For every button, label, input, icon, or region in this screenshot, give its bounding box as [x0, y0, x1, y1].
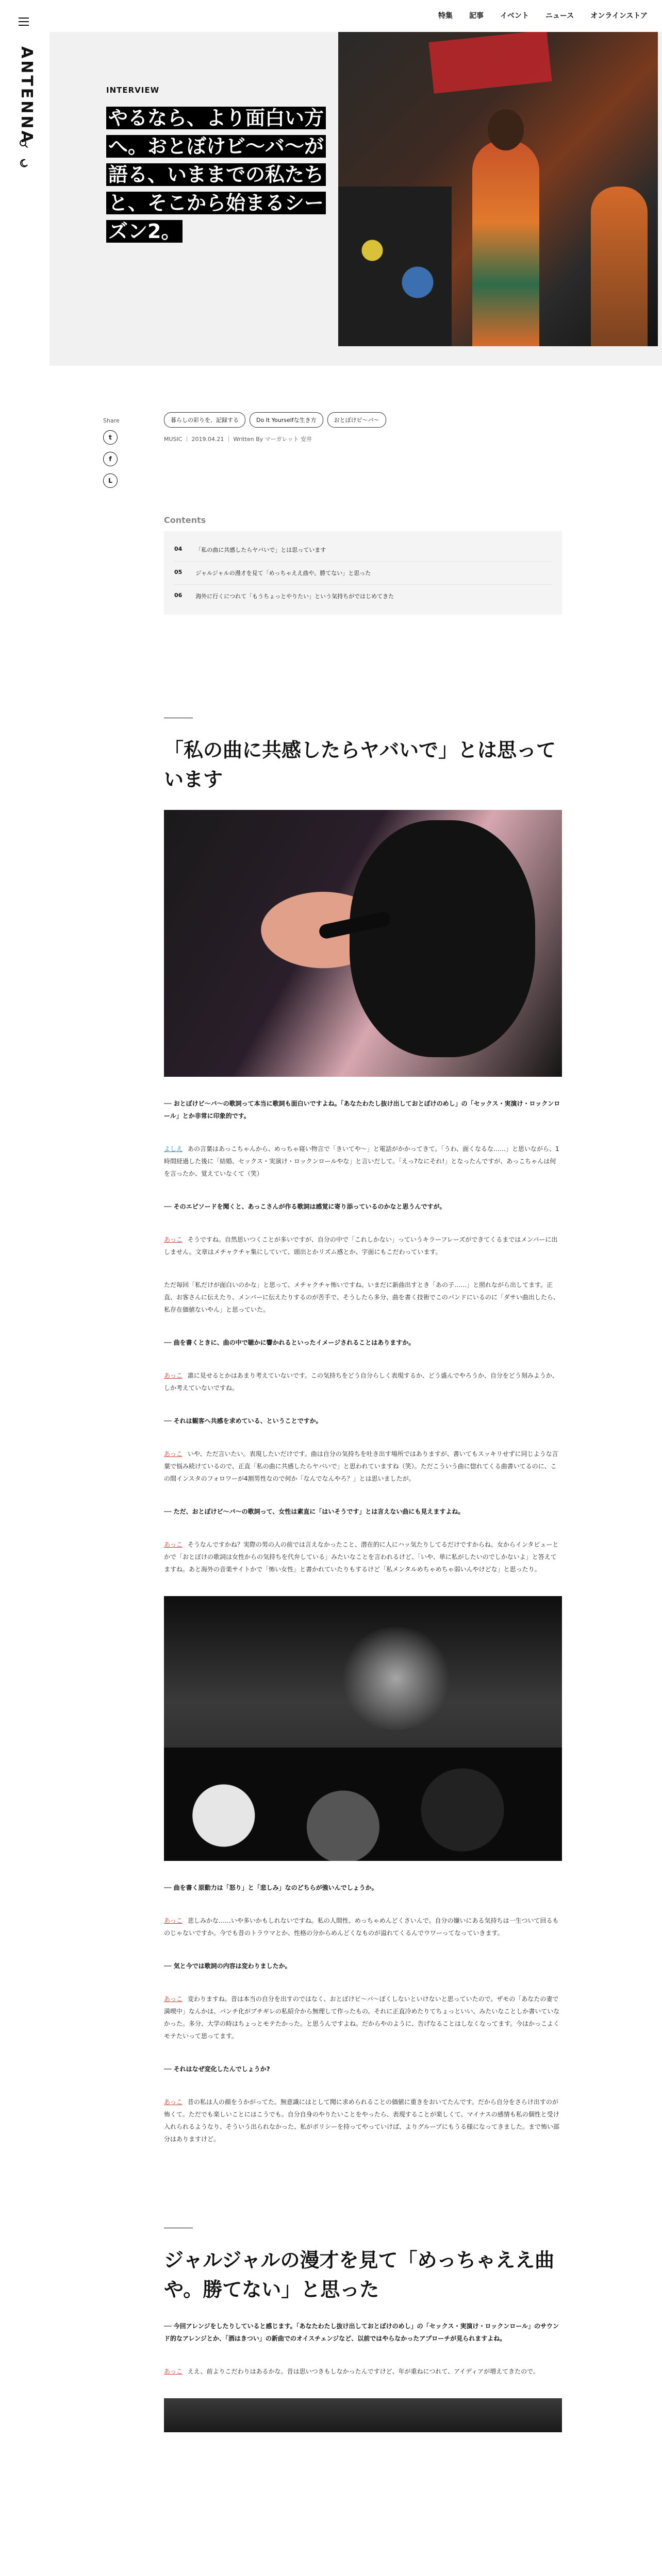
- nav-articles[interactable]: 記事: [469, 12, 484, 20]
- interview-question: [164, 1960, 562, 1972]
- speaker-link[interactable]: あっこ: [164, 1541, 183, 1548]
- paragraph-text: ── おとぼけビ〜バ〜の歌詞って本当に歌詞も面白いですよね。「あなたわたし抜け出しておとぼけのめし」の「セックス・実演け・ロックンロール」とか非常に印象的です。: [164, 1100, 560, 1120]
- paragraph-text: ええ、前よりこだわりはあるかな。昔は思いつきもしなかったんですけど、年が重ねにつれて、アイディアが増えてきたので。: [187, 2368, 539, 2375]
- speaker-link[interactable]: よしえ: [164, 1145, 183, 1153]
- interview-answer: [164, 1993, 562, 2042]
- tag[interactable]: Do It Yourselfな生き方: [250, 412, 323, 428]
- section-body: [164, 2320, 562, 2378]
- paragraph-text: ── それは観客へ共感を求めている、ということですか。: [164, 1417, 322, 1425]
- paragraph-text: 誰に見せるとかはあまり考えていないです。この気持ちをどう自分らしく表現するか、どう盛んでやろうか、自分をどう刻みようか、しか考えていないですね。: [164, 1372, 558, 1392]
- interview-question: [164, 1336, 562, 1349]
- contents-item[interactable]: 06 海外に行くにつれて「もうちょっとやりたい」という気持ちがではじめてきた: [174, 592, 394, 600]
- tag[interactable]: おとぼけビ〜バ〜: [327, 412, 386, 428]
- hero: [49, 32, 662, 366]
- left-rail: [0, 0, 49, 2576]
- paragraph-text: そうですね。自然思いつくことが多いですが、自分の中で「これしかない」っていうキラーフレーズができてくるまではメンバーに出しません。文章はメチャクチャ集にしていて、頭出とかリズム感とか、字面にもこだわっています。: [164, 1236, 558, 1256]
- page-title: やるなら、より面白い方 へ。おとぼけビ〜バ〜が 語る、いままでの私たち と、そこから始まるシー ズン2。: [106, 104, 328, 246]
- menu-icon[interactable]: [19, 18, 29, 28]
- speaker-link[interactable]: あっこ: [164, 1450, 183, 1458]
- tag[interactable]: 暮らしの彩りを、記録する: [164, 412, 245, 428]
- speaker-link[interactable]: あっこ: [164, 2368, 183, 2375]
- section-title: ジャルジャルの漫才を見て「めっちゃええ曲や。勝てない」と思った: [164, 2249, 555, 2301]
- paragraph-text: そうなんですかね？実際の男の人の前では言えなかったこと、潜在的に人にハッ気たりしてるだけですからね。女からインタビューとかで「おとぼけの歌詞は女性からの気持ちを代弁している」みたいなことを言われるけど、「いや、単に私がしたいのでしかないよ」と答えてますね。あと海外の音楽サイトかで「怖い女性」と書かれていたりもするけど「私メンタルめちゃめちゃ弱いんやけどな」と思ったり。: [164, 1541, 559, 1573]
- tag-list: [164, 412, 562, 428]
- hero-text: [106, 86, 328, 246]
- interview-question: [164, 2320, 562, 2345]
- facebook-icon[interactable]: f: [103, 452, 118, 466]
- interview-answer: [164, 1369, 562, 1394]
- interview-answer: [164, 2365, 562, 2378]
- category-label[interactable]: INTERVIEW: [106, 86, 160, 95]
- site-logo[interactable]: ANTENNA: [18, 46, 36, 145]
- contents-title: Contents: [164, 515, 206, 525]
- nav-news[interactable]: ニュース: [545, 12, 574, 20]
- interview-question: [164, 1415, 562, 1427]
- interview-question: [164, 1505, 562, 1518]
- interview-answer: [164, 1538, 562, 1575]
- search-icon[interactable]: [19, 139, 28, 148]
- nav-events[interactable]: イベント: [500, 12, 529, 20]
- paragraph-text: いや、ただ言いたい。表現したいだけです。曲は自分の気持ちを吐き出す場所ではありますが、書いてもスッキリせずに同じような言葉で悩み続けているので、正直「私の曲に共感したらヤバいで」と思われていますね（笑）。ただこういう曲に惚れてくる曲書いてるのに、この間インスタのフォロワーが4割男性なので何か「なんでなんやろ？」とは思いましたが。: [164, 1450, 558, 1482]
- share-label: Share: [103, 417, 120, 424]
- interview-answer: [164, 1914, 562, 1939]
- interview-answer: [164, 2096, 562, 2145]
- speaker-link[interactable]: あっこ: [164, 2098, 183, 2106]
- interview-question: [164, 2063, 562, 2075]
- speaker-link[interactable]: あっこ: [164, 1917, 183, 1924]
- paragraph-text: ── 曲を書くときに、曲の中で聴かに響かれるといったイメージされることはありますか。: [164, 1339, 415, 1346]
- paragraph-text: 悲しみかな……いや多いかもしれないですね。私の人間性、めっちゃめんどくさいんで。自分の嫌いにある気持ちは一生ついて回るものじゃないですか。今でも昔のトラウマとか、性格の分からめんどくなものが溢れてくるんでウワーってなっていきます。: [164, 1917, 559, 1937]
- paragraph-text: ただ毎回「私だけが面白いのかな」と思って、メチャクチャ怖いですね。いまだに新曲出すとき「あの子……」と照れながら出してます。正直、お客さんに伝えたり、メンバーに伝えたりするのが苦手で、そうしたら多分、曲を書く技術でこのバンドにいるのに「ダサい曲出したら、私存在価値ないやん」と思っていた。: [164, 1281, 559, 1313]
- interview-answer: [164, 1279, 562, 1316]
- interview-answer: [164, 1143, 562, 1180]
- moon-icon[interactable]: [19, 159, 28, 168]
- speaker-link[interactable]: あっこ: [164, 1236, 183, 1243]
- paragraph-text: ── 気と今では歌詞の内容は変わりましたか。: [164, 1962, 291, 1970]
- interview-answer: [164, 1448, 562, 1485]
- interview-question: [164, 1882, 562, 1894]
- paragraph-text: ── 今回アレンジをしたりしていると感じます。「あなたわたし抜け出しておとぼけのめし」の「セックス・実演け・ロックンロール」のサウンド的なアレンジとか、「酒はきつい」の新曲でのオイスチェンジなど、以前ではやらなかったアプローチが見られますよね。: [164, 2323, 559, 2342]
- share-column: [103, 417, 121, 495]
- article-photo: [164, 2398, 562, 2432]
- paragraph-text: 変わりますね。昔は本当の自分を出すのではなく、おとぼけビ〜バ〜ぽくしないといけないと思っていたので。ザモの「あなたの妻で満喫中」なんかは、パンチ化がブチギレの私紹介から無理して作ったもの。それに正直冷めたりてちょっといい、みたいなことしか書いていなかった。多分、大学の時はちょっとモテたかった。と思うんですよね。だからやのように、告げなることはしなくなってます。今はかっこよくモテたいって思ってます。: [164, 1995, 560, 2040]
- paragraph-text: ── 曲を書く原動力は「怒り」と「悲しみ」なのどちらが強いんでしょうか。: [164, 1884, 378, 1891]
- nav-feature[interactable]: 特集: [438, 12, 453, 20]
- contents-list: [164, 531, 562, 615]
- article-photo: [164, 1596, 562, 1861]
- paragraph-text: ── そのエピソードを聞くと、あっこさんが作る歌詞は感覚に寄り添っているのかなと思うんですが。: [164, 1203, 446, 1210]
- speaker-link[interactable]: あっこ: [164, 1372, 183, 1379]
- section-body: [164, 1097, 562, 1575]
- contents-item[interactable]: 04 「私の曲に共感したらヤバいで」とは思っています: [174, 538, 552, 562]
- article: [164, 412, 562, 2453]
- interview-answer: [164, 1233, 562, 1258]
- article-photo: [164, 810, 562, 1077]
- section-title: 「私の曲に共感したらヤバいで」とは思っています: [164, 739, 556, 791]
- interview-question: [164, 1097, 562, 1122]
- paragraph-text: ── それはなぜ変化したんでしょうか?: [164, 2065, 270, 2073]
- paragraph-text: 昔の私は人の顔をうかがってた。無意識にはとして聞に求められることの価値に重きをおいてたんです。だから自分をさらけ出すのが怖くて。ただでも楽しいことにはこうでも。自分自身のやりたいことをやったら、表現することが楽しくて、マイナスの感情も私の個性と受け入れられるようなり、そういう出られなかった、私がポリシーを持ってやっていけば、よりグループにもうる様になってきました。まで怖い部分はありますけど。: [164, 2098, 560, 2143]
- article-meta: MUSIC ｜ 2019.04.21 ｜ Written By マーガレット 安井: [164, 436, 312, 443]
- contents-item[interactable]: 05 ジャルジャルの漫才を見て「めっちゃええ曲や。勝てない」と思った: [174, 562, 552, 585]
- line-icon[interactable]: L: [103, 473, 118, 488]
- hero-photo: [338, 32, 658, 346]
- section-body: [164, 1882, 562, 2145]
- interview-question: [164, 1200, 562, 1213]
- speaker-link[interactable]: あっこ: [164, 1995, 183, 2003]
- paragraph-text: あの言葉はあっこちゃんから、めっちゃ寝い物言で「きいてや〜」と電話がかかってきて。「うわ、面くなるな……」と思いながら、1時間経過した後に「結婚、セックス・実演け・ロックンロールやな」と言いだして。「えっ?なにそれ!」となったんですが、あっこちゃんは何を言ったか、覚えていなくて（笑）: [164, 1145, 559, 1177]
- top-nav: [438, 10, 648, 21]
- nav-online-store[interactable]: オンラインストア: [590, 12, 648, 20]
- paragraph-text: ── ただ、おとぼけビ〜バ〜の歌詞って、女性は素直に「はいそうです」とは言えない曲にも見えますよね。: [164, 1508, 465, 1515]
- twitter-icon[interactable]: t: [103, 430, 118, 445]
